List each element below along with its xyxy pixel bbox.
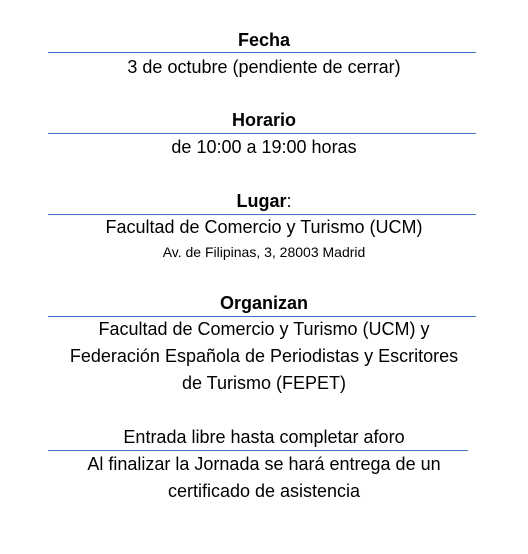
entrada-line-1: Al finalizar la Jornada se hará entrega de un	[87, 454, 441, 474]
entrada-heading: Entrada libre hasta completar aforo	[123, 427, 405, 447]
lugar-heading-colon: :	[286, 191, 292, 211]
entrada-line-2: certificado de asistencia	[167, 481, 361, 501]
lugar-heading-text: Lugar	[236, 191, 287, 211]
organizan-heading: Organizan	[219, 293, 308, 313]
fecha-heading: Fecha	[237, 30, 291, 50]
organizan-line-1: Facultad de Comercio y Turismo (UCM) y	[98, 319, 430, 339]
organizan-line-2: Federación Española de Periodistas y Escritores	[69, 346, 459, 366]
horario-value: de 10:00 a 19:00 horas	[171, 137, 357, 157]
lugar-address: Av. de Filipinas, 3, 28003 Madrid	[162, 244, 366, 260]
fecha-value: 3 de octubre (pendiente de cerrar)	[127, 57, 401, 77]
lugar-value: Facultad de Comercio y Turismo (UCM)	[105, 217, 423, 237]
organizan-line-3: de Turismo (FEPET)	[181, 373, 347, 393]
horario-heading: Horario	[231, 110, 296, 130]
fecha-divider	[48, 52, 476, 53]
lugar-heading	[0, 190, 528, 212]
